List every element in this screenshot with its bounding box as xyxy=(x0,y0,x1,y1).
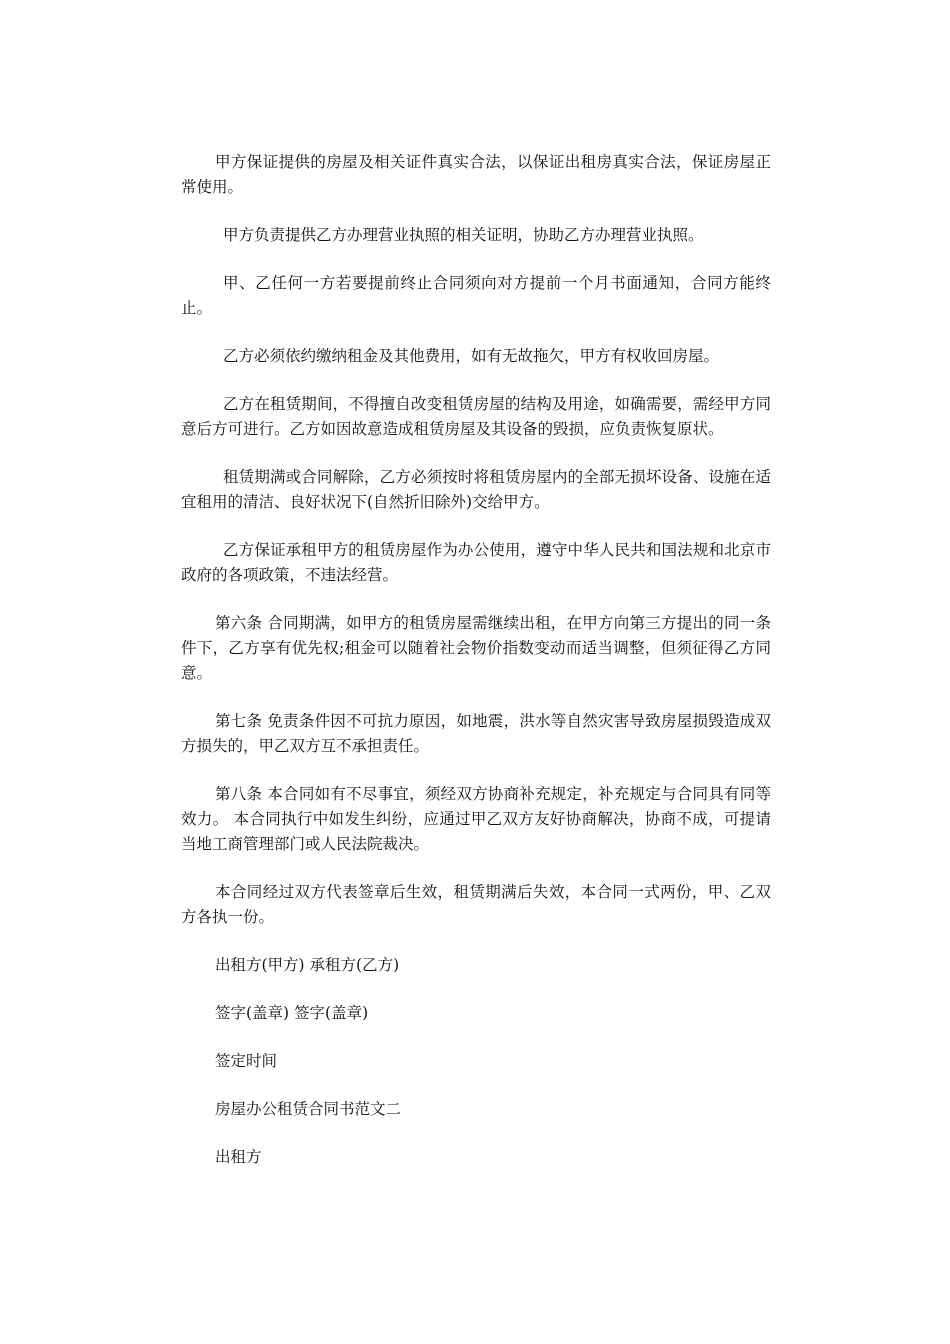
paragraph-landlord-guarantee: 甲方保证提供的房屋及相关证件真实合法，以保证出租房真实合法，保证房屋正常使用。 xyxy=(181,153,771,196)
sample-two-title: 房屋办公租赁合同书范文二 xyxy=(215,1100,402,1118)
paragraph-business-license: 甲方负责提供乙方办理营业执照的相关证明，协助乙方办理营业执照。 xyxy=(223,226,704,244)
paragraph-effectiveness: 本合同经过双方代表签章后生效，租赁期满后失效，本合同一式两份，甲、乙双方各执一份。 xyxy=(181,883,771,926)
paragraph-office-use: 乙方保证承租甲方的租赁房屋作为办公使用，遵守中华人民共和国法规和北京市政府的各项政策，不违法经营。 xyxy=(181,541,771,584)
paragraph-article-eight: 第八条 本合同如有不尽事宜，须经双方协商补充规定，补充规定与合同具有同等效力。 本合同执行中如发生纠纷，应通过甲乙双方友好协商解决，协商不成，可提请当地工商管理部门或人民法院裁决。 xyxy=(181,785,771,853)
parties-line: 出租方(甲方) 承租方(乙方) xyxy=(215,956,400,974)
paragraph-article-seven: 第七条 免责条件因不可抗力原因，如地震，洪水等自然灾害导致房屋损毁造成双方损失的，甲乙双方互不承担责任。 xyxy=(181,712,771,755)
paragraph-early-termination: 甲、乙任何一方若要提前终止合同须向对方提前一个月书面通知，合同方能终止。 xyxy=(181,274,771,317)
signature-line: 签字(盖章) 签字(盖章) xyxy=(215,1004,369,1022)
signing-date-label: 签定时间 xyxy=(215,1052,278,1070)
document-body xyxy=(181,150,771,1193)
paragraph-return-premises: 租赁期满或合同解除，乙方必须按时将租赁房屋内的全部无损坏设备、设施在适宜租用的清洁、良好状况下(自然折旧除外)交给甲方。 xyxy=(181,468,771,511)
paragraph-article-six: 第六条 合同期满，如甲方的租赁房屋需继续出租，在甲方向第三方提出的同一条件下，乙方享有优先权;租金可以随着社会物价指数变动而适当调整，但须征得乙方同意。 xyxy=(181,614,771,682)
paragraph-structure-change: 乙方在租赁期间，不得擅自改变租赁房屋的结构及用途，如确需要，需经甲方同意后方可进行。乙方如因故意造成租赁房屋及其设备的毁损，应负责恢复原状。 xyxy=(181,395,771,438)
lessor-label: 出租方 xyxy=(215,1148,262,1166)
paragraph-rent-payment: 乙方必须依约缴纳租金及其他费用，如有无故拖欠，甲方有权收回房屋。 xyxy=(223,347,720,365)
